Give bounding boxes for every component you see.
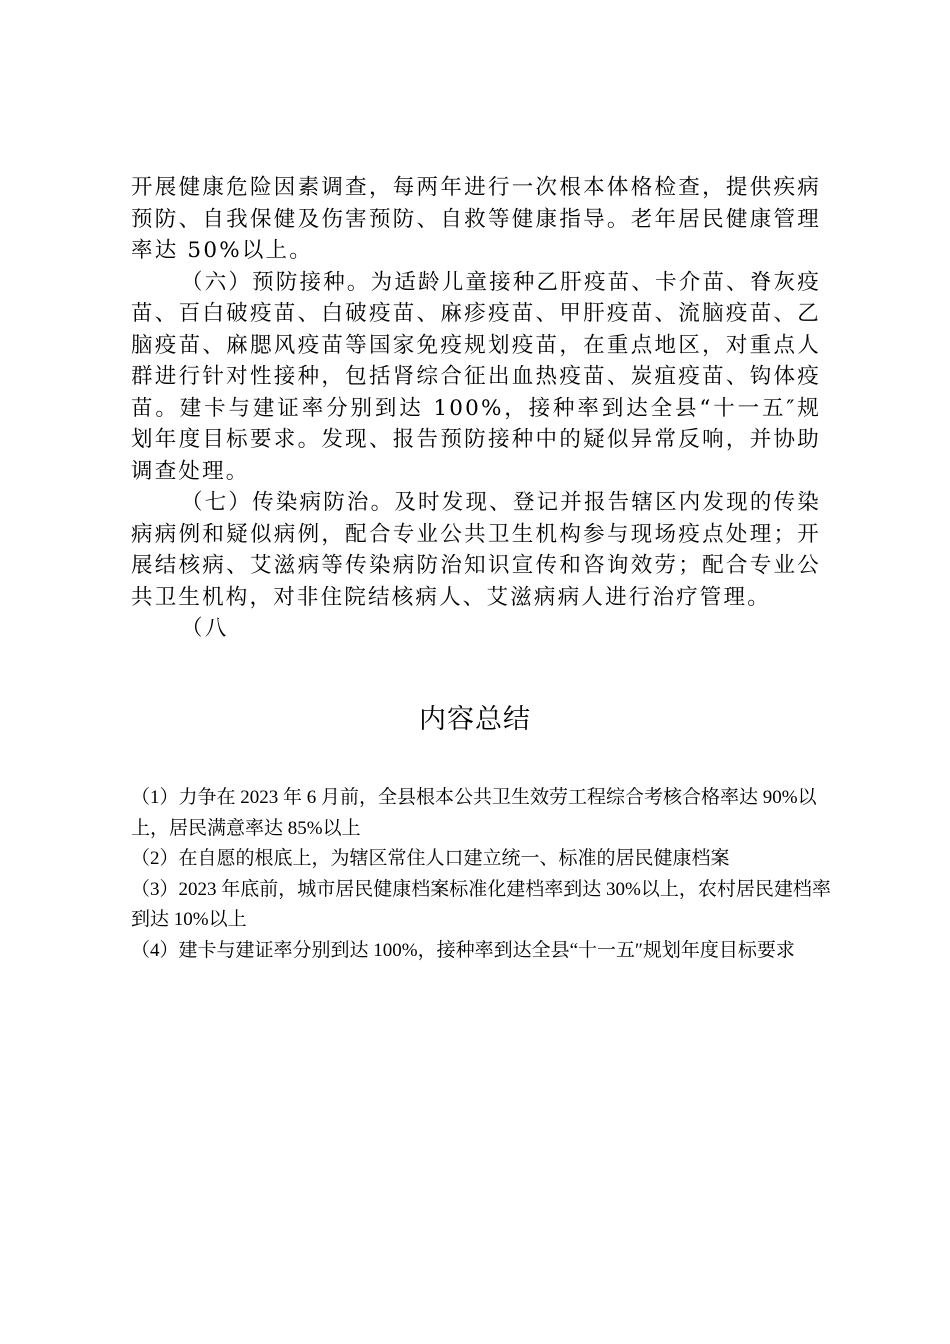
- summary-item: （3）2023 年底前，城市居民健康档案标准化建档率到达 30%以上，农村居民建档率到达 10%以上: [131, 878, 831, 930]
- summary-item: （2）在自愿的根底上，为辖区常住人口建立统一、标准的居民健康档案: [131, 848, 730, 869]
- paragraph-infectious-disease: （七）传染病防治。及时发现、登记并报告辖区内发现的传染病病例和疑似病例，配合专业公共卫生机构参与现场疫点处理；开展结核病、艾滋病等传染病防治知识宣传和咨询效劳；配合专业公共卫生机构，对非住院结核病人、艾滋病病人进行治疗管理。: [131, 490, 821, 610]
- summary-list: [131, 783, 831, 966]
- paragraph-health-management: 开展健康危险因素调查，每两年进行一次根本体格检查，提供疾病预防、自我保健及伤害预防、自救等健康指导。老年居民健康管理率达 50%以上。: [131, 175, 821, 263]
- paragraph-truncated: （八: [181, 616, 229, 641]
- body-text: [131, 172, 821, 645]
- summary-item: （4）建卡与建证率分别到达 100%，接种率到达全县“十一五″规划年度目标要求: [131, 939, 795, 961]
- paragraph-vaccination: （六）预防接种。为适龄儿童接种乙肝疫苗、卡介苗、脊灰疫苗、百白破疫苗、白破疫苗、麻疹疫苗、甲肝疫苗、流脑疫苗、乙脑疫苗、麻腮风疫苗等国家免疫规划疫苗，在重点地区，对重点人群进行针对性接种，包括肾综合征出血热疫苗、炭疽疫苗、钩体疫苗。建卡与建证率分别到达 100%，接种率到达全县“十一五″规划年度目标要求。发现、报告预防接种中的疑似异常反响，并协助调查处理。: [131, 269, 821, 484]
- summary-title: 内容总结: [419, 704, 531, 735]
- summary-item: （1）力争在 2023 年 6 月前，全县根本公共卫生效劳工程综合考核合格率达 90%以上，居民满意率达 85%以上: [131, 787, 817, 839]
